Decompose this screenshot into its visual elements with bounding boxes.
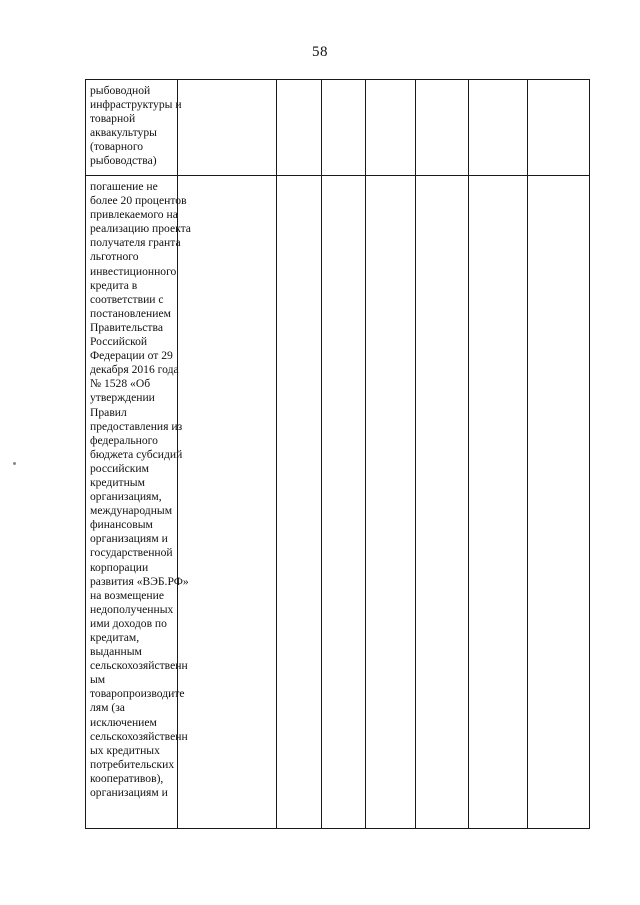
cell-text-line: рыбоводной: [90, 84, 151, 97]
cell-text-line: погашение не: [90, 180, 158, 193]
cell-text-line: организациям и: [90, 786, 168, 800]
cell-text-line: финансовым: [90, 518, 153, 532]
empty-cell: [322, 176, 366, 829]
cell-text-line: привлекаемого на: [90, 208, 178, 222]
cell-text-line: инфраструктуры и: [90, 98, 182, 112]
empty-cell: [416, 176, 469, 829]
scan-speck: [13, 462, 16, 465]
cell-text-line: ым: [90, 673, 106, 687]
cell-text-line: Российской: [90, 335, 148, 349]
cell-text-line: организациям,: [90, 490, 162, 504]
empty-cell: [469, 176, 528, 829]
cell-text-line: развития «ВЭБ.РФ»: [90, 574, 189, 588]
empty-cell: [469, 80, 528, 176]
cell-text-line: ими доходов по: [90, 616, 167, 630]
cell-text-line: Правил: [90, 405, 127, 419]
cell-text-line: получателя гранта: [90, 236, 181, 250]
cell-text-line: № 1528 «Об: [90, 377, 151, 391]
cell-text-line: кредитным: [90, 475, 145, 489]
cell-text-line: постановлением: [90, 306, 171, 320]
cell-text-line: сельскохозяйственн: [90, 729, 188, 743]
cell-text-line: рыбоводства): [90, 154, 157, 168]
table-row: [86, 80, 590, 176]
cell-text-line: бюджета субсидий: [90, 447, 183, 461]
cell-text: [86, 80, 182, 169]
empty-cell: [277, 80, 322, 176]
empty-cell: [366, 176, 416, 829]
description-cell: [86, 176, 191, 829]
data-table: [85, 79, 590, 829]
cell-text-line: товаропроизводите: [90, 687, 185, 701]
cell-text-line: кредитам,: [90, 631, 140, 644]
cell-text-line: утверждении: [90, 391, 155, 405]
cell-text-line: Правительства: [90, 320, 163, 334]
cell-text-line: аквакультуры: [90, 126, 157, 140]
empty-cell: [277, 176, 322, 829]
cell-text-line: предоставления из: [90, 419, 183, 433]
cell-text-line: на возмещение: [90, 588, 164, 602]
cell-text-line: лям (за: [90, 701, 125, 715]
cell-text-line: недополученных: [90, 602, 174, 616]
table-row: [86, 176, 590, 829]
page-number: 58: [312, 44, 328, 60]
empty-cell: [322, 80, 366, 176]
empty-cell: [528, 80, 590, 176]
cell-text-line: российским: [90, 461, 149, 475]
empty-cell: [178, 80, 277, 176]
empty-cell: [178, 176, 277, 829]
cell-text: [86, 176, 191, 800]
cell-text-line: инвестиционного: [90, 264, 177, 278]
cell-text-line: соответствии с: [90, 292, 164, 306]
cell-text-line: международным: [90, 504, 173, 518]
cell-text-line: ых кредитных: [90, 743, 160, 757]
cell-text-line: сельскохозяйственн: [90, 659, 188, 673]
empty-cell: [366, 80, 416, 176]
cell-text-line: корпорации: [90, 560, 149, 574]
cell-text-line: более 20 процентов: [90, 194, 187, 208]
cell-text-line: (товарного: [90, 140, 144, 154]
cell-text-line: кредита в: [90, 278, 138, 292]
cell-text-line: исключением: [90, 715, 157, 729]
cell-text-line: федерального: [90, 433, 158, 447]
cell-text-line: выданным: [90, 645, 142, 659]
cell-text-line: кооперативов),: [90, 771, 164, 785]
cell-text-line: организациям и: [90, 532, 168, 546]
cell-text-line: Федерации от 29: [90, 349, 173, 363]
cell-text-line: товарной: [90, 112, 136, 126]
empty-cell: [416, 80, 469, 176]
empty-cell: [528, 176, 590, 829]
cell-text-line: льготного: [90, 250, 139, 264]
description-cell: [86, 80, 182, 176]
cell-text-line: декабря 2016 года: [90, 363, 179, 377]
cell-text-line: потребительских: [90, 757, 175, 771]
cell-text-line: государственной: [90, 546, 173, 560]
cell-text-line: реализацию проекта: [90, 222, 191, 236]
